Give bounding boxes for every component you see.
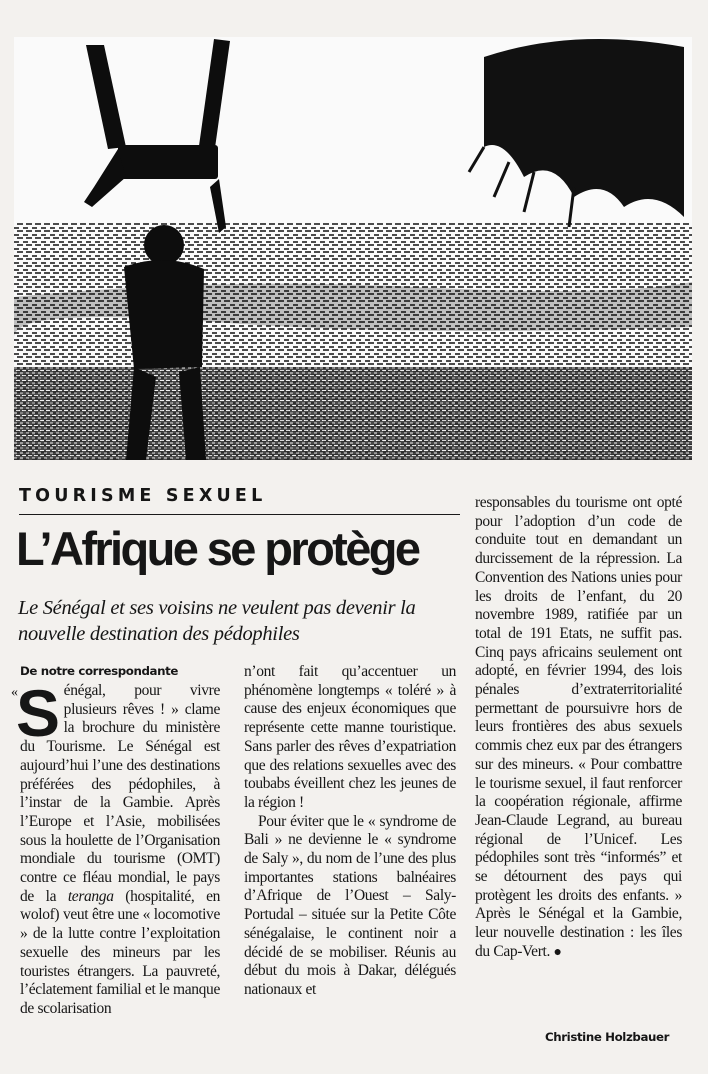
article-column-2: [244, 663, 456, 1000]
beach-photo: [14, 37, 692, 460]
col1-text: énégal, pour vivre plusieurs rêves ! » clame la brochure du ministère du Tourisme. Le Sénégal est aujourd’hui l’une des destinations préférées des pédophiles, à l’instar de la Gambie. Après l’Europe et l’Asie, mobilisées sous la houlette de l’Organisation mondiale du tourisme (OMT) contre ce fléau mondial, le pays de la: [20, 682, 220, 905]
headline: L’Afrique se protège: [16, 522, 419, 575]
beach-photo-illustration: [14, 37, 692, 460]
paragraph-4: [475, 494, 682, 963]
rubric-divider: [19, 514, 460, 515]
dropcap: S: [16, 676, 60, 750]
end-bullet: ●: [553, 944, 562, 960]
article-column-1: [11, 663, 221, 1019]
paragraph-1: [11, 676, 221, 1019]
byline: De notre correspondante: [20, 664, 178, 678]
paragraph-2: n’ont fait qu’accentuer un phénomène longtemps « toléré » à cause des enjeux économiques que représente cette manne touristique. Sans parler des rêves d’expatriation que des relations sexuelles avec des toubabs éveillent chez les jeunes de la région !: [244, 663, 456, 811]
open-quote: «: [11, 685, 18, 700]
paragraph-3: Pour éviter que le « syndrome de Bali » ne devienne le « syndrome de Saly », du nom de l’une des plus importantes stations balnéaires d’Afrique de l’Ouest – Saly-Portudal – située sur la Petite Côte sénégalaise, le continent noir a décidé de se mobiliser. Réunis au début du mois à Dakar, délégués nationaux et: [244, 812, 456, 998]
teranga-term: teranga: [67, 887, 114, 905]
author-signature: Christine Holzbauer: [545, 1030, 670, 1044]
section-rubric: TOURISME SEXUEL: [19, 486, 267, 506]
standfirst: Le Sénégal et ses voisins ne veulent pas devenir la nouvelle destination des pédophiles: [18, 597, 416, 645]
col1-text-end: (hospitalité, en wolof) veut être une « locomotive » de la lutte contre l’exploitation sexuelle des mineurs par les touristes étrangers. La pauvreté, l’éclatement familial et le manque de scolarisation: [20, 887, 221, 1017]
col3-text: responsables du tourisme ont opté pour l’adoption d’un code de conduite tout en demandant un durcissement de la répression. La Convention des Nations unies pour les droits de l’enfant, du 20 novembre 1989, ratifiée par un total de 191 Etats, ne suffit pas. Cinq pays africains seulement ont adopté, en février 1994, des lois pénales d’extraterritorialité permettant de poursuivre hors de leurs frontières des abus sexuels commis chez eux par des étrangers sur des mineurs. « Pour combattre le tourisme sexuel, il faut renforcer la coopération régionale, affirme Jean-Claude Legrand, au bureau régional de l’Unicef. Les pédophiles sont très “informés” et se détournent des pays qui protègent les droits des enfants. » Après le Sénégal et la Gambie, leur nouvelle destination : les îles du Cap-Vert.: [475, 494, 682, 960]
article-column-3: [475, 494, 682, 963]
